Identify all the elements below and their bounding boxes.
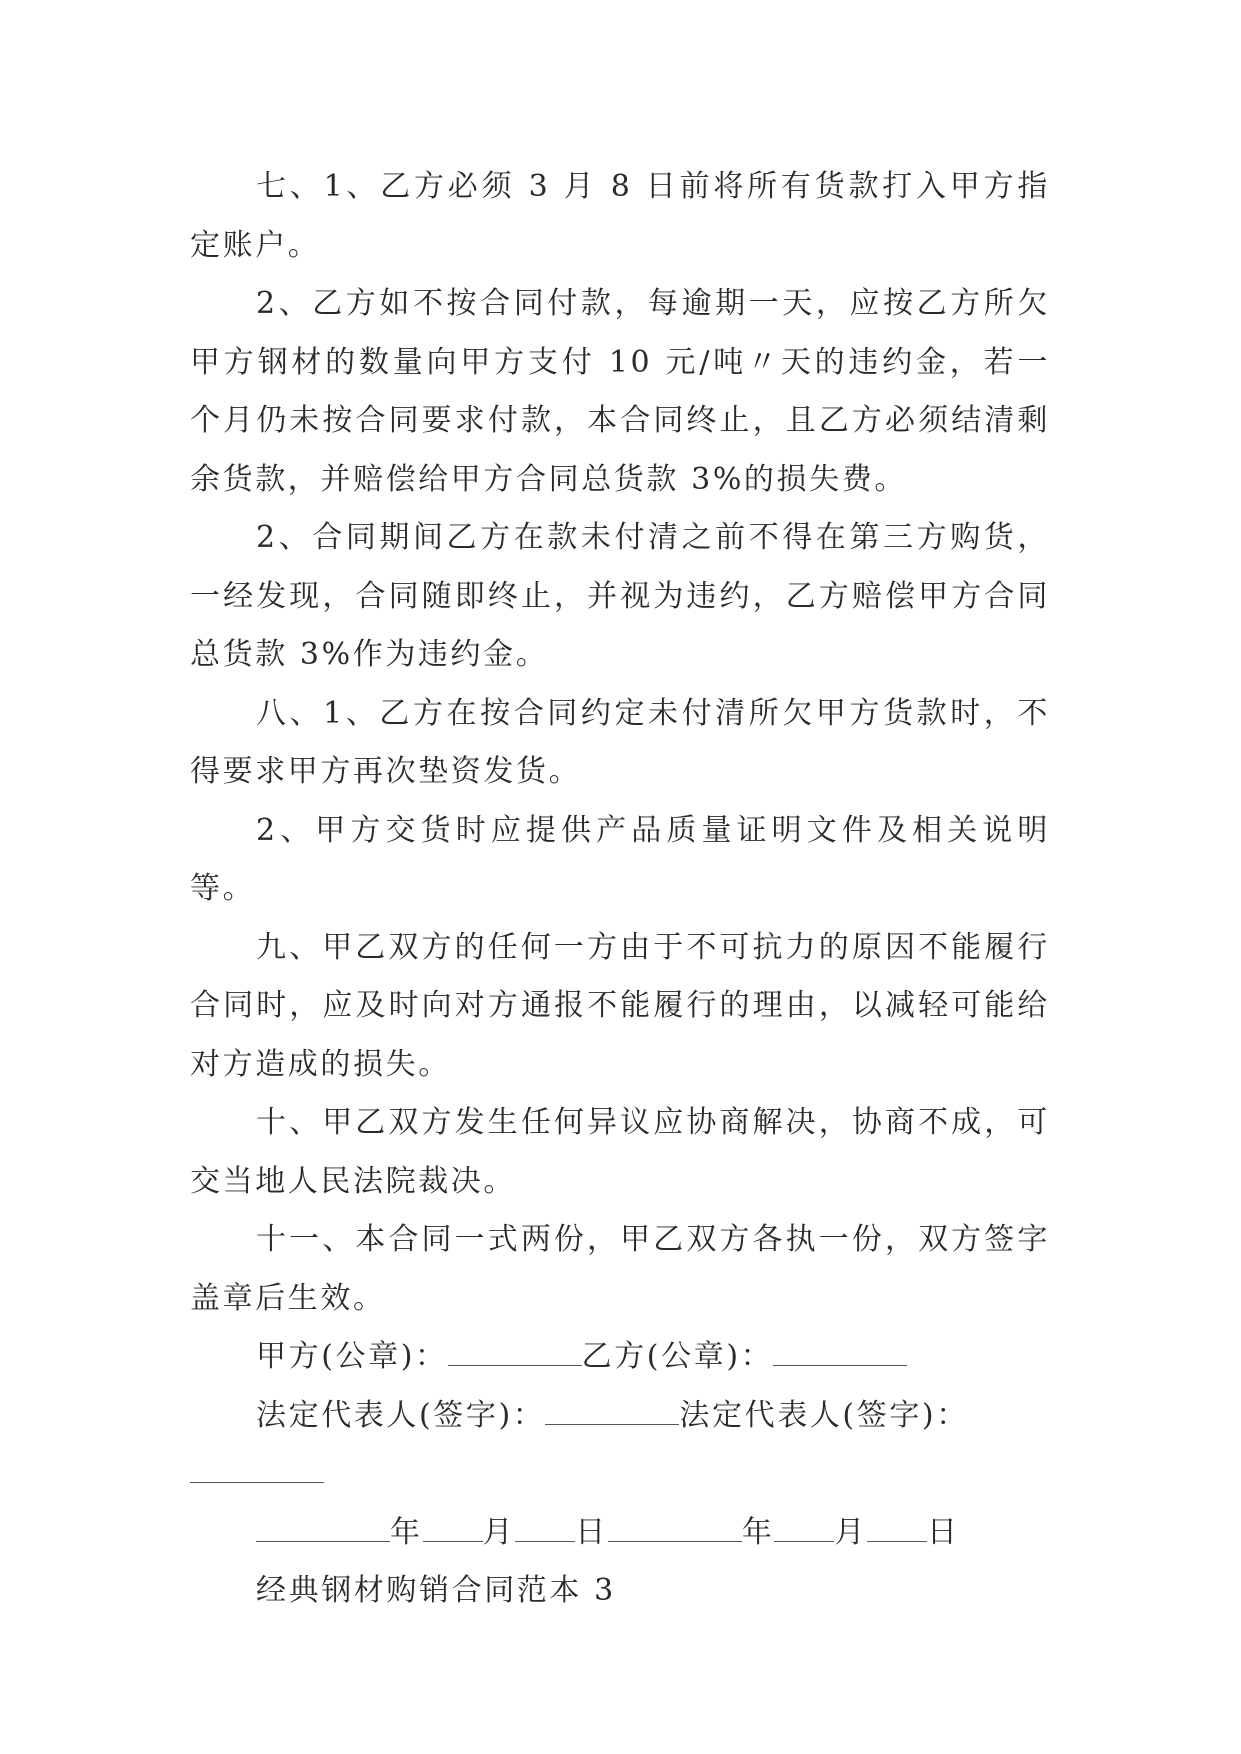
party-b-seal-blank: [773, 1343, 907, 1366]
party-a-seal-blank: [448, 1343, 582, 1366]
clause-11: 十一、本合同一式两份，甲乙双方各执一份，双方签字盖章后生效。: [190, 1222, 1050, 1316]
clause-8-1: 八、1、乙方在按合同约定未付清所欠甲方货款时，不得要求甲方再次垫资发货。: [190, 695, 1050, 789]
date-b-day-blank: [867, 1519, 927, 1542]
party-b-seal-label: 乙方(公章)：: [581, 1339, 774, 1374]
date-a-day-label: 日: [575, 1514, 608, 1550]
party-a-seal-label: 甲方(公章)：: [256, 1339, 448, 1374]
date-a-year-blank: [256, 1519, 390, 1542]
party-a-rep-blank: [545, 1402, 679, 1425]
clause-7-3: 2、合同期间乙方在款未付清之前不得在第三方购货，一经发现，合同随即终止，并视为违约，乙方赔偿甲方合同总货款 3%作为违约金。: [190, 520, 1050, 672]
seal-line: [190, 1328, 1050, 1387]
clause-10: 十、甲乙双方发生任何异议应协商解决，协商不成，可交当地人民法院裁决。: [190, 1105, 1050, 1199]
date-b-day-label: 日: [927, 1514, 960, 1550]
date-b-month-label: 月: [834, 1514, 868, 1550]
date-b-year-blank: [608, 1519, 742, 1542]
clause-7-2: 2、乙方如不按合同付款，每逾期一天，应按乙方所欠甲方钢材的数量向甲方支付 10 元/吨〃天的违约金，若一个月仍未按合同要求付款，本合同终止，且乙方必须结清剩余货款，并赔偿给甲方合同总货款 3%的损失费。: [190, 286, 1050, 497]
clause-9: 九、甲乙双方的任何一方由于不可抗力的原因不能履行合同时，应及时向对方通报不能履行的理由，以减轻可能给对方造成的损失。: [190, 929, 1050, 1082]
date-a-month-label: 月: [482, 1514, 516, 1550]
date-line: [190, 1504, 1050, 1563]
clause-7-1: 七、1、乙方必须 3 月 8 日前将所有货款打入甲方指定账户。: [190, 169, 1050, 263]
rep-b-blank-line: [190, 1445, 1050, 1504]
date-a-year-label: 年: [390, 1514, 423, 1550]
party-b-rep-blank: [190, 1460, 324, 1483]
date-b-year-label: 年: [741, 1514, 775, 1550]
date-a-day-blank: [515, 1519, 575, 1542]
clause-8-2: 2、甲方交货时应提供产品质量证明文件及相关说明等。: [190, 812, 1050, 906]
rep-line: [190, 1387, 1050, 1446]
date-a-month-blank: [423, 1519, 483, 1542]
party-a-rep-label: 法定代表人(签字)：: [256, 1397, 546, 1433]
next-section-title: 经典钢材购销合同范本 3: [256, 1573, 616, 1608]
document-body: [190, 158, 1050, 1621]
date-b-month-blank: [774, 1519, 834, 1542]
party-b-rep-label: 法定代表人(签字)：: [679, 1397, 969, 1433]
